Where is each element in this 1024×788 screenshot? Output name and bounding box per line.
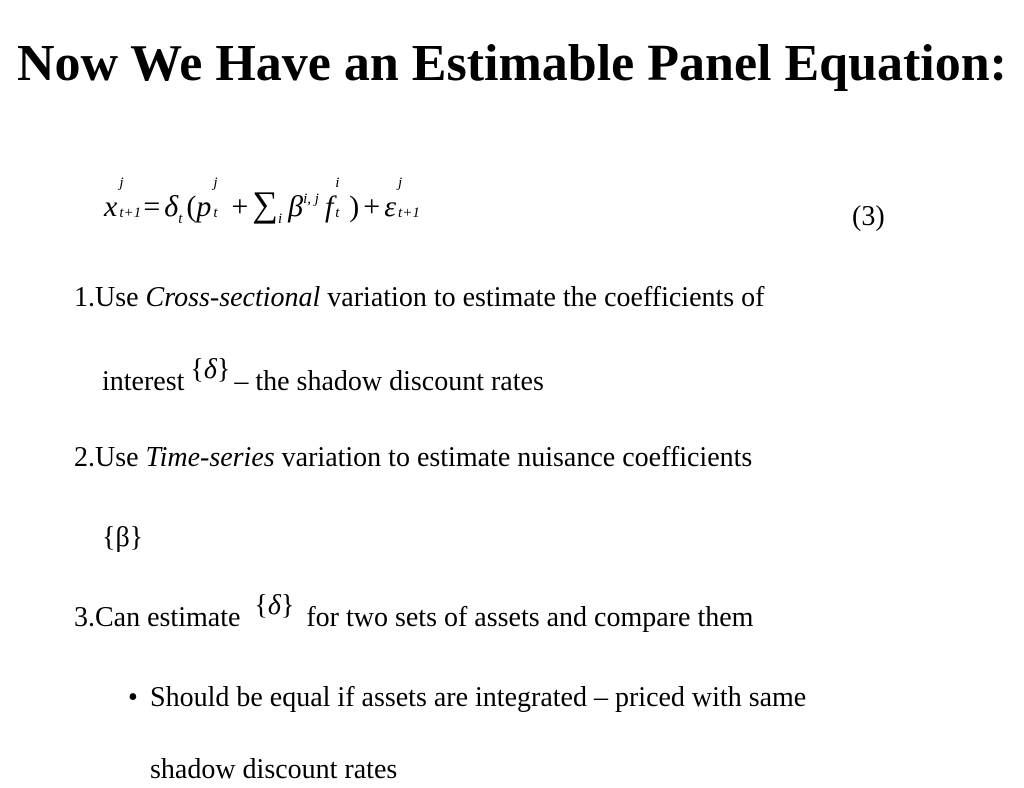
eq-delta: δ bbox=[164, 190, 179, 223]
delta-set-1 bbox=[190, 352, 230, 388]
eq-x-scripts bbox=[117, 175, 142, 221]
eq-epsilon-scripts bbox=[396, 175, 420, 221]
list-item-1-cont-post: – the shadow discount rates bbox=[234, 366, 544, 397]
delta-set-2-open: { bbox=[254, 590, 268, 621]
eq-sum-sub: i bbox=[277, 211, 283, 227]
eq-beta: β bbox=[288, 190, 304, 223]
eq-epsilon-sub: t+1 bbox=[398, 205, 420, 221]
list-item-2-emphasis: Time-series bbox=[145, 442, 275, 473]
sub-bullet-text: Should be equal if assets are integrated – priced with same bbox=[150, 682, 807, 713]
delta-set-1-open: { bbox=[190, 354, 204, 385]
list-item-1-cont-pre: interest bbox=[102, 366, 185, 397]
list-item-2 bbox=[74, 440, 752, 476]
list-item-3 bbox=[74, 590, 754, 636]
eq-equals: = bbox=[143, 190, 161, 223]
delta-set-1-close: } bbox=[216, 354, 231, 385]
list-item-2-continuation: {β} bbox=[102, 522, 144, 553]
sub-bullet-continuation: shadow discount rates bbox=[150, 754, 398, 785]
eq-plus-2: + bbox=[363, 190, 381, 223]
delta-set-2 bbox=[254, 588, 294, 624]
eq-epsilon: ε bbox=[384, 190, 397, 223]
eq-f-sub: t bbox=[335, 205, 340, 221]
eq-plus-1: + bbox=[231, 190, 249, 223]
list-item-2-pre: Use bbox=[95, 442, 146, 473]
list-item-2-number: 2. bbox=[74, 442, 95, 473]
eq-p-sup: j bbox=[213, 175, 218, 191]
eq-x: x bbox=[104, 190, 118, 223]
eq-p-scripts bbox=[211, 175, 227, 221]
sub-bullet bbox=[128, 680, 806, 716]
list-item-3-post: for two sets of assets and compare them bbox=[306, 602, 754, 633]
eq-f-sup: i bbox=[335, 175, 340, 191]
bullet-marker-icon: • bbox=[128, 682, 138, 713]
list-item-1-continuation bbox=[102, 354, 544, 400]
eq-epsilon-sup: j bbox=[398, 175, 403, 191]
eq-f: f bbox=[324, 190, 334, 223]
eq-rparen: ) bbox=[349, 190, 360, 223]
list-item-3-number: 3. bbox=[74, 602, 95, 633]
eq-lparen: ( bbox=[186, 190, 197, 223]
slide-title: Now We Have an Estimable Panel Equation: bbox=[16, 35, 1007, 92]
eq-x-sub: t+1 bbox=[119, 205, 142, 221]
eq-delta-sub: t bbox=[178, 211, 183, 227]
list-item-2-post: variation to estimate nuisance coefficients bbox=[274, 442, 753, 473]
list-item-1 bbox=[74, 280, 765, 316]
list-item-3-pre: Can estimate bbox=[95, 602, 241, 633]
eq-x-sup: j bbox=[119, 175, 124, 191]
eq-sum: ∑ bbox=[252, 184, 278, 224]
eq-p-sub: t bbox=[213, 205, 218, 221]
list-item-1-emphasis: Cross-sectional bbox=[145, 282, 321, 313]
delta-set-1-symbol: δ bbox=[203, 354, 217, 385]
list-item-1-pre: Use bbox=[95, 282, 146, 313]
eq-beta-sup: i, j bbox=[303, 191, 319, 207]
eq-f-scripts bbox=[333, 175, 349, 221]
delta-set-2-symbol: δ bbox=[267, 590, 281, 621]
panel-equation bbox=[104, 175, 420, 232]
eq-p: p bbox=[196, 190, 212, 223]
equation-number: (3) bbox=[852, 201, 885, 232]
list-item-1-post: variation to estimate the coefficients of bbox=[320, 282, 765, 313]
list-item-1-number: 1. bbox=[74, 282, 95, 313]
delta-set-2-close: } bbox=[280, 590, 295, 621]
